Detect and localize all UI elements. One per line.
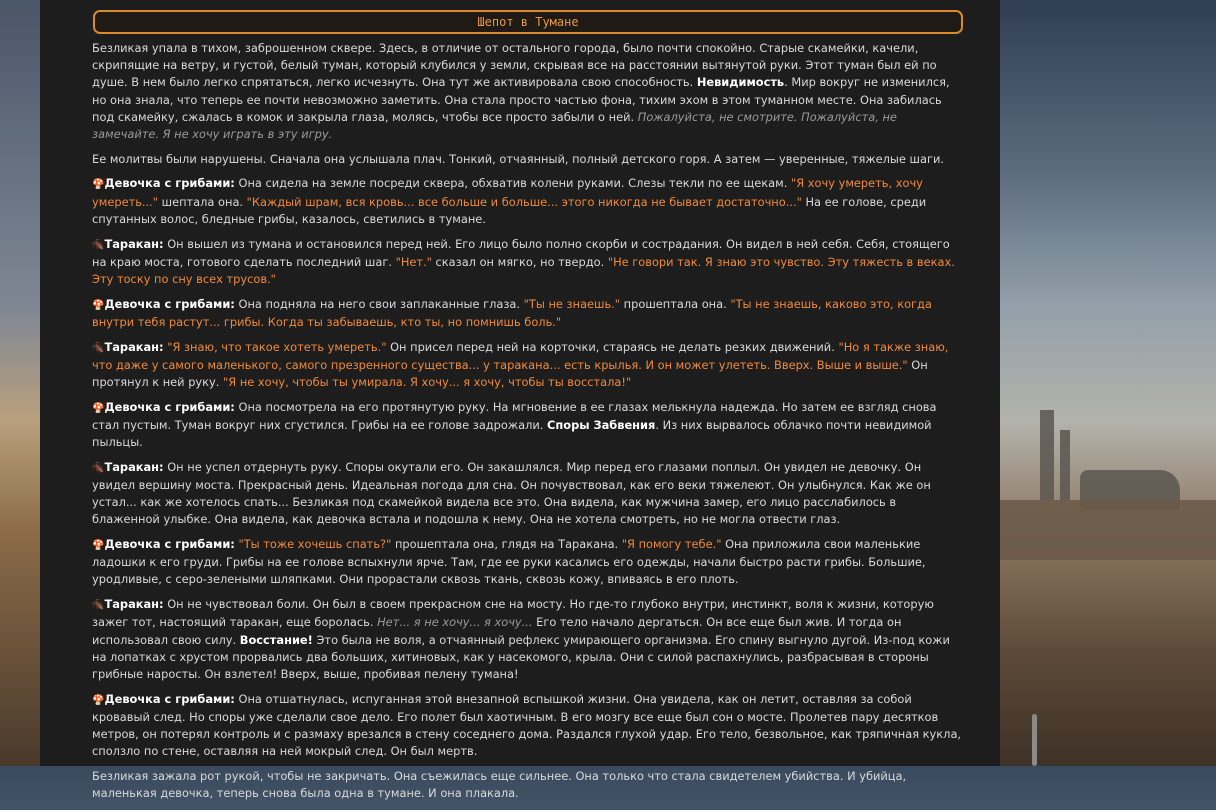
dialogue-paragraph [92, 536, 962, 589]
dialogue-paragraph [92, 691, 962, 761]
narration-paragraph [92, 768, 962, 802]
body-text: Безликая упала в тихом, заброшенном сквере. Здесь, в отличие от остального города, было почти спокойно. Старые скамейки, качели, скрипящие на ветру, и густой, белый туман, который клубился у земли, скрывая все на расстоянии вытянутой руки. Этот туман был ей по душе. В нем было легко спрятаться, легко исчезнуть. Она тут же активировала свою способность. [92, 41, 937, 90]
dialogue-paragraph [92, 296, 962, 331]
speaker-name: Таракан: [104, 236, 164, 251]
body-text: Это была не воля, а отчаянный рефлекс умирающего организма. Его спину выгнуло дугой. Из-под кожи на лопатках с хрустом прорвались два больших, хитиновых, как у насекомого, крыла. Они с силой распахнулись, разбрасывая в стороны грибные наросты. Он взлетел! Вверх, выше, пробивая пелену тумана! [92, 632, 950, 681]
body-text: шептала она. [158, 194, 247, 209]
background-left [0, 0, 40, 766]
speaker-name: Девочка с грибами: [104, 537, 235, 552]
quote-text: "Я не хочу, чтобы ты умирала. Я хочу... я хочу, чтобы ты восстала!" [223, 374, 632, 389]
quote-text: "Ты не знаешь." [523, 296, 621, 311]
rock-spire [1040, 410, 1054, 500]
body-text: Она приложила свои маленькие ладошки к его груди. Грибы на ее голове вспыхнули ярче. Там, где ее руки касались его одежды, начали быстро расти грибы. Большие, уродливые, с серо-зелеными шляпками. Они прорастали сквозь ткань, сквозь кожу, впиваясь в его плоть. [92, 537, 926, 587]
body-text: Ее молитвы были нарушены. Сначала она услышала плач. Тонкий, отчаянный, полный детского горя. А затем — уверенные, тяжелые шаги. [92, 151, 944, 166]
body-text: Она сидела на земле посреди сквера, обхватив колени руками. Слезы текли по ее щекам. [234, 176, 791, 191]
quote-text: "Каждый шрам, вся кровь... все больше и больше... этого никогда не бывает достаточно..." [246, 194, 802, 209]
body-text: прошептала она. [620, 296, 731, 311]
body-text: Он не успел отдернуть руку. Споры окутали его. Он закашлялся. Мир перед его глазами поплыл. Он увидел не девочку. Он увидел вершину моста. Прекрасный день. Идеальная погода для сна. Он почувствовал, как его веки тяжелеют. Он улыбнулся. Как же он устал... как же хотелось спать... Безликая под скамейкой видела все это. Она видела, как мужчина замер, его лицо расслабилось в блаженной улыбке. Она видела, как девочка встала и подошла к нему. Она не хотела смотреть, но не могла отвести глаз. [92, 459, 931, 527]
quote-text: "Но я также знаю, что даже у самого маленького, самого презренного существа... у таракана... есть крылья. И он может улететь. Вверх. Выше и выше." [92, 339, 949, 372]
body-text: Он вышел из тумана и остановился перед ней. Его лицо было полно скорби и сострадания. Он видел в ней себя. Себя, стоящего на краю моста, готового сделать последний шаг. [92, 236, 950, 269]
body-text: Он не чувствовал боли. Он был в своем прекрасном сне на мосту. Но где-то глубоко внутри, инстинкт, воля к жизни, которую зажег тот, настоящий таракан, еще боролась. [92, 597, 934, 630]
mushroom-icon: 🍄 [92, 540, 105, 552]
dialogue-paragraph [92, 596, 962, 683]
chat-panel [40, 0, 1000, 801]
ability-name: Споры Забвения [547, 417, 656, 432]
mushroom-icon: 🍄 [92, 694, 105, 706]
body-text: . Мир вокруг не изменился, но она знала, что теперь ее почти невозможно заметить. Она стала просто частью фона, тихим эхом в этом туманном месте. Она забилась под скамейку, сжалась в комок и закрыла глаза, молясь, чтобы все просто забыли о ней. [92, 75, 950, 124]
speaker-name: Девочка с грибами: [104, 296, 235, 311]
quote-text: "Не говори так. Я знаю это чувство. Эту тяжесть в веках. Эту тоску по сну всех трусов." [92, 254, 955, 286]
dialogue-paragraph [92, 236, 962, 289]
scrollbar-thumb[interactable] [1032, 714, 1037, 766]
speaker-name: Девочка с грибами: [104, 176, 235, 191]
body-text: Она посмотрела на его протянутую руку. На мгновение в ее глазах мелькнула надежда. Но затем ее взгляд снова стал пустым. Туман вокруг них сгустился. Грибы на ее голове задрожали. [92, 399, 937, 432]
background-right [1000, 0, 1216, 766]
body-text: На ее голове, среди спутанных волос, бледные грибы, казалось, светились в тумане. [92, 194, 927, 226]
cockroach-icon: 🪳 [92, 342, 105, 354]
dialogue-paragraph [92, 459, 962, 529]
body-text: прошептала она, глядя на Таракана. [391, 537, 622, 552]
speaker-name: Девочка с грибами: [104, 691, 235, 706]
cockroach-icon: 🪳 [92, 600, 105, 612]
rock-spire [1060, 430, 1070, 500]
narration-paragraph [92, 40, 962, 143]
ability-name: Восстание! [239, 632, 313, 647]
story-text [92, 40, 962, 810]
cockroach-icon: 🪳 [92, 462, 105, 474]
story-title: Шепот в Тумане [93, 10, 963, 34]
speaker-name: Таракан: [104, 459, 164, 474]
narration-paragraph [92, 151, 962, 168]
body-text: Его тело начало дергаться. Он все еще был жив. И тогда он использовал свою силу. [92, 615, 902, 647]
body-text: Он протянул к ней руку. [92, 357, 928, 389]
dialogue-paragraph [92, 399, 962, 452]
quote-text: "Ты не знаешь, каково это, когда внутри тебя растут... грибы. Когда ты забываешь, кто ты, но помнишь боль." [92, 296, 932, 329]
body-text: . Из них вырвалось облачко почти невидимой пыльцы. [92, 417, 932, 450]
body-text: сказал он мягко, но твердо. [431, 254, 608, 269]
speaker-name: Девочка с грибами: [104, 399, 235, 414]
body-text: Безликая зажала рот рукой, чтобы не закричать. Она съежилась еще сильнее. Она только что стала свидетелем убийства. И убийца, маленькая девочка, теперь снова была одна в тумане. И она плакала. [92, 769, 907, 801]
quote-text: "Нет." [395, 254, 432, 269]
mushroom-icon: 🍄 [92, 402, 105, 414]
thought-text: Пожалуйста, не смотрите. Пожалуйста, не замечайте. Я не хочу играть в эту игру. [92, 109, 897, 142]
mushroom-icon: 🍄 [92, 179, 105, 191]
quote-text: "Я помогу тебе." [621, 537, 722, 552]
quote-text: "Я хочу умереть, хочу умереть..." [92, 176, 923, 209]
quote-text: "Ты тоже хочешь спать?" [238, 537, 392, 552]
dialogue-paragraph [92, 175, 962, 228]
speaker-name: Таракан: [104, 597, 164, 612]
thought-text: Нет... я не хочу... я хочу... [377, 615, 533, 630]
body-text: Он присел перед ней на корточки, стараясь не делать резких движений. [386, 339, 839, 354]
cockroach-icon: 🪳 [92, 239, 105, 251]
speaker-name: Таракан: [104, 339, 164, 354]
quote-text: "Я знаю, что такое хотеть умереть." [167, 339, 387, 354]
ground [1000, 500, 1216, 560]
dialogue-paragraph [92, 339, 962, 392]
mushroom-icon: 🍄 [92, 299, 105, 311]
body-text: Она подняла на него свои заплаканные глаза. [234, 296, 524, 311]
body-text: Она отшатнулась, испуганная этой внезапной вспышкой жизни. Она увидела, как он летит, оставляя за собой кровавый след. Но споры уже сделали свое дело. Его полет был хаотичным. В его мозгу все еще был сон о мосте. Пролетев пару десятков метров, он потерял контроль и с размаху врезался в стену соседнего дома. Раздался глухой удар. Его тело, безвольное, как тряпичная кукла, сползло по стене, оставляя на ней мокрый след. Он был мертв. [92, 691, 962, 759]
ability-name: Невидимость [696, 75, 785, 90]
